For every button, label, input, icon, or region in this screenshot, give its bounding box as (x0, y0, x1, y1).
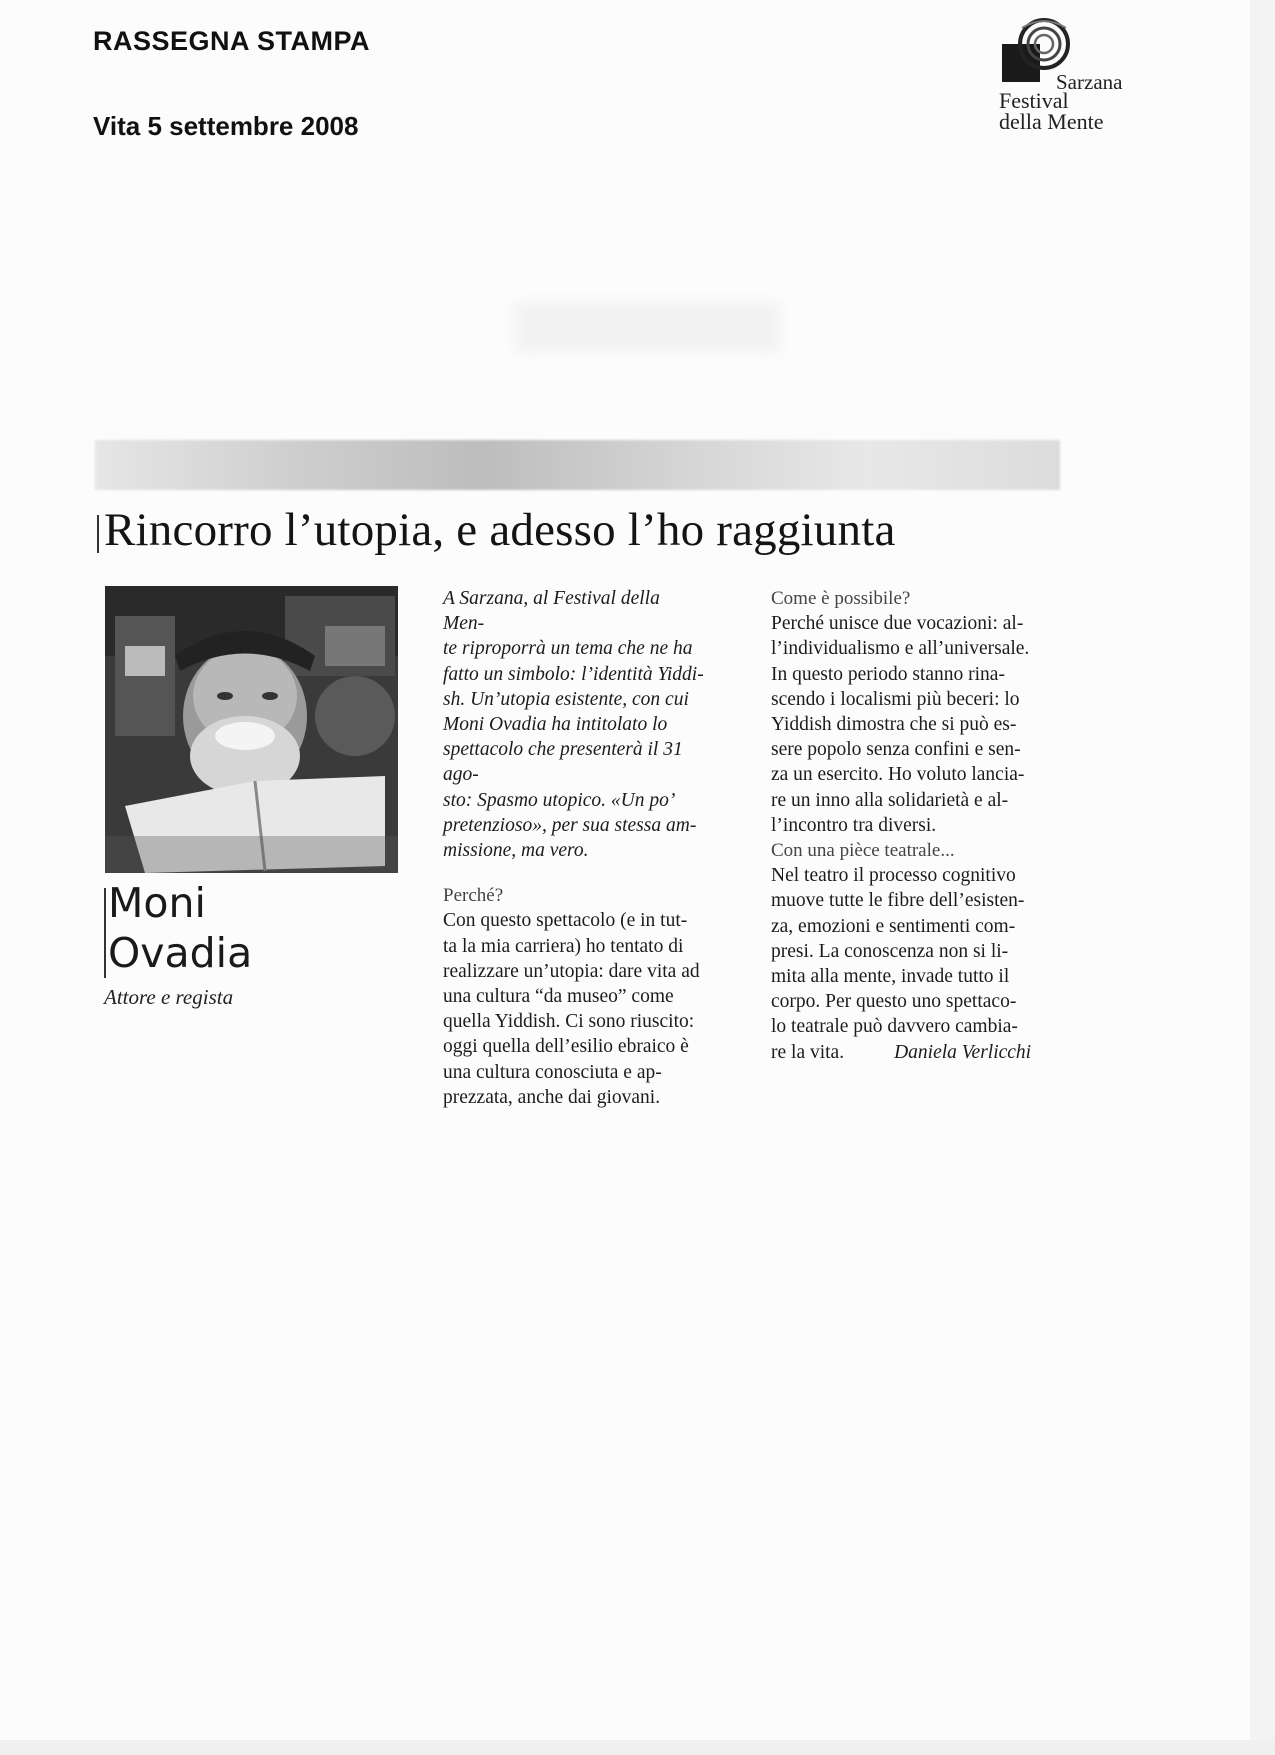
answer-line: scendo i localismi più beceri: lo (771, 688, 1020, 710)
final-line (771, 1040, 1061, 1065)
scan-edge (1250, 0, 1275, 1755)
intro-line: sh. Un’utopia esistente, con cui (443, 688, 689, 710)
answer-line: realizzare un’utopia: dare vita ad (443, 960, 700, 982)
faded-scan-mark (515, 302, 780, 352)
answer-line: quella Yiddish. Ci sono riuscito: (443, 1011, 695, 1033)
logo-della-mente: della Mente (999, 109, 1104, 134)
author-photo (105, 586, 398, 873)
answer-line: mita alla mente, invade tutto il (771, 966, 1010, 988)
answer-line: Nel teatro il processo cognitivo (771, 865, 1016, 887)
answer-line: una cultura conosciuta e ap- (443, 1061, 662, 1083)
headline-rule (97, 515, 99, 553)
festival-logo (998, 8, 1148, 138)
answer-line: una cultura “da museo” come (443, 986, 674, 1008)
author-name (108, 878, 252, 978)
section-banner (95, 440, 1060, 490)
article-headline: Rincorro l’utopia, e adesso l’ho raggiunta (104, 504, 896, 556)
answer-line: lo teatrale può davvero cambia- (771, 1016, 1018, 1038)
intro-line: Moni Ovadia ha intitolato lo (443, 714, 668, 736)
scan-bottom-edge (0, 1740, 1275, 1755)
author-rule (104, 888, 106, 978)
intro-line: te riproporrà un tema che ne ha (443, 638, 693, 660)
logo-sarzana: Sarzana (1056, 70, 1123, 94)
answer-line: re un inno alla solidarietà e al- (771, 789, 1009, 811)
intro-line: pretenzioso», per sua stessa am- (443, 814, 697, 836)
last-answer-line: re la vita. (771, 1041, 845, 1063)
answer-line: Perché unisce due vocazioni: al- (771, 613, 1024, 635)
intro-line: sto: Spasmo utopico. «Un po’ (443, 789, 676, 811)
answer-line: corpo. Per questo uno spettaco- (771, 991, 1017, 1013)
answer-line: muove tutte le fibre dell’esisten- (771, 890, 1025, 912)
author-last-name: Ovadia (108, 929, 253, 977)
intro-line: missione, ma vero. (443, 840, 589, 862)
intro-line: A Sarzana, al Festival della Men- (443, 588, 660, 635)
interview-question: Con una pièce teatrale... (771, 840, 955, 862)
answer-line: ta la mia carriera) ho tentato di (443, 935, 684, 957)
answer-line: Con questo spettacolo (e in tut- (443, 910, 688, 932)
byline: Daniela Verlicchi (894, 1041, 1032, 1063)
answer-line: prezzata, anche dai giovani. (443, 1086, 661, 1108)
answer-line: Yiddish dimostra che si può es- (771, 714, 1017, 736)
interview-question: Come è possibile? (771, 588, 911, 609)
answer-line: za, emozioni e sentimenti com- (771, 915, 1016, 937)
answer-line: oggi quella dell’esilio ebraico è (443, 1036, 689, 1058)
answer-line: sere popolo senza confini e sen- (771, 739, 1021, 761)
author-first-name: Moni (108, 879, 206, 927)
article-column-2 (771, 586, 1061, 1065)
interview-question: Perché? (443, 885, 504, 907)
source-date: Vita 5 settembre 2008 (93, 111, 359, 141)
intro-line: fatto un simbolo: l’identità Yiddi- (443, 663, 704, 685)
answer-line: In questo periodo stanno rina- (771, 663, 1005, 685)
article-column-1 (443, 586, 705, 1110)
answer-line: l’incontro tra diversi. (771, 814, 937, 836)
intro-line: spettacolo che presenterà il 31 ago- (443, 739, 683, 786)
press-review-title: RASSEGNA STAMPA (93, 26, 371, 56)
answer-line: za un esercito. Ho voluto lancia- (771, 764, 1025, 786)
answer-line: l’individualismo e all’universale. (771, 638, 1030, 660)
logo-festival: Festival (999, 88, 1069, 113)
author-role: Attore e regista (104, 985, 234, 1009)
answer-line: presi. La conoscenza non si li- (771, 940, 1009, 962)
